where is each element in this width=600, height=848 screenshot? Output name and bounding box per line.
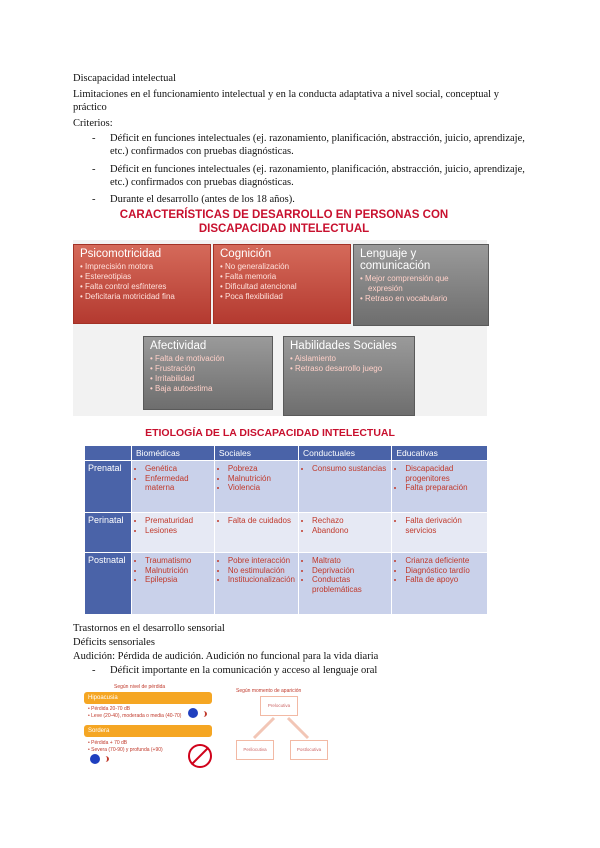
cell-item: • Diagnóstico tardío (405, 566, 484, 576)
table-cell (132, 553, 215, 615)
panel-item: • Estereotipias (80, 272, 132, 281)
hypoacusia-title: Hipoacusia (88, 695, 118, 701)
hypo-item: • Leve (20-40), moderada o media (40-70) (88, 713, 182, 719)
column-header: Biomédicas (132, 446, 215, 461)
panel-item: • Retraso desarrollo juego (290, 364, 383, 373)
table-cell (392, 513, 488, 553)
panel-item: • Dificultad atencional (220, 282, 297, 291)
cell-item: • Enfermedad materna (145, 474, 211, 493)
panel-item: expresión (368, 284, 403, 293)
sound-waves-icon (200, 711, 207, 717)
panel-item: • Falta control esfínteres (80, 282, 167, 291)
panel-item: • Retraso en vocabulario (360, 294, 448, 303)
panel-item: • Frustración (150, 364, 196, 373)
cell-item: • Prematuridad (145, 516, 211, 526)
panel-title: Lenguaje y comunicación (360, 248, 431, 272)
cell-item: • Falta de apoyo (405, 575, 484, 585)
deaf-item: • Pérdida + 70 dB (88, 740, 128, 746)
panel-item: • Falta memoria (220, 272, 277, 281)
panel-title: Psicomotricidad (80, 248, 162, 260)
cell-item: • Discapacidad progenitores (405, 464, 484, 483)
disorders-heading: Trastornos en el desarrollo sensorial (73, 623, 225, 634)
panel-item: • No generalización (220, 262, 290, 271)
sordera-title-box (84, 725, 212, 737)
criteria-label: Criterios: (73, 118, 113, 129)
flow-box-prelocutiva: Prelocutiva (260, 696, 298, 716)
table-row (85, 513, 488, 553)
row-header: Prenatal (85, 461, 132, 513)
panel-item: • Imprecisión motora (80, 262, 154, 271)
cell-item: • Conductas problemáticas (312, 575, 388, 594)
panel-afectividad (143, 336, 273, 410)
table-cell (214, 513, 298, 553)
sordera-title: Sordera (88, 728, 110, 734)
left-header: Según nivel de pérdida (114, 684, 166, 690)
table-row (85, 461, 488, 513)
cell-item: • Violencia (228, 483, 295, 493)
right-header: Según momento de aparición (236, 688, 302, 694)
table-cell (214, 553, 298, 615)
cell-item: • Pobreza (228, 464, 295, 474)
flow-box-perilocutiva: Perilocutiva (236, 740, 274, 760)
etiology-table (84, 445, 488, 615)
table-cell (214, 461, 298, 513)
table-cell (298, 461, 391, 513)
characteristics-title: CARACTERÍSTICAS DE DESARROLLO EN PERSONAS CON DISCAPACIDAD INTELECTUAL (119, 209, 449, 235)
dash-marker: - (92, 665, 96, 676)
column-header: Sociales (214, 446, 298, 461)
cell-item: • Lesiones (145, 526, 211, 536)
hypo-item: • Pérdida 20-70 dB (88, 706, 131, 712)
corner-header (85, 446, 132, 461)
table-cell (298, 553, 391, 615)
cell-item: • Crianza deficiente (405, 556, 484, 566)
table-cell (298, 513, 391, 553)
panel-item: • Mejor comprensión que (360, 274, 449, 283)
cell-item: • Deprivación (312, 566, 388, 576)
panel-item: • Aislamiento (290, 354, 336, 363)
table-cell (392, 461, 488, 513)
criteria-text: Déficit en funciones intelectuales (ej. razonamiento, planificación, abstracción, juicio, aprendizaje, etc.) confirmados con pruebas diagnósticas. (110, 164, 525, 188)
cell-item: • Malnutrición (145, 566, 211, 576)
table-cell (132, 513, 215, 553)
hearing-text: Audición: Pérdida de audición. Audición no funcional para la vida diaria (73, 651, 379, 662)
cell-item: • Consumo sustancias (312, 464, 388, 474)
panel-item: • Baja autoestima (150, 384, 213, 393)
panel-item: • Poca flexibilidad (220, 292, 283, 301)
cell-item: • No estimulación (228, 566, 295, 576)
row-header: Postnatal (85, 553, 132, 615)
ear-icon (90, 754, 100, 764)
panel-lenguaje (353, 244, 489, 326)
hearing-diagram (84, 684, 414, 776)
cell-item: • Genética (145, 464, 211, 474)
panel-habilidades-sociales (283, 336, 415, 416)
flow-arrows (234, 714, 334, 744)
table-cell (392, 553, 488, 615)
etiology-title: ETIOLOGÍA DE LA DISCAPACIDAD INTELECTUAL (145, 427, 395, 439)
hearing-bullet-text: Déficit importante en la comunicación y acceso al lenguaje oral (110, 665, 378, 676)
panel-cognicion (213, 244, 351, 324)
no-hearing-icon (188, 744, 212, 768)
criteria-text: Déficit en funciones intelectuales (ej. razonamiento, planificación, abstracción, juicio, aprendizaje, etc.) confirmados con pruebas diagnósticas. (110, 133, 525, 157)
dash-marker: - (92, 194, 96, 205)
cell-item: • Traumatismo (145, 556, 211, 566)
cell-item: • Abandono (312, 526, 388, 536)
sound-waves-icon (102, 756, 109, 762)
cell-item: • Malnutrición (228, 474, 295, 484)
dash-marker: - (92, 133, 96, 144)
cell-item: • Epilepsia (145, 575, 211, 585)
cell-item: • Institucionalización (228, 575, 295, 585)
column-header: Conductuales (298, 446, 391, 461)
cell-item: • Rechazo (312, 516, 388, 526)
section-heading: Discapacidad intelectual (73, 73, 176, 84)
ear-icon (188, 708, 198, 718)
cell-item: • Falta derivación servicios (405, 516, 484, 535)
cell-item: • Falta de cuidados (228, 516, 295, 526)
panel-psicomotricidad (73, 244, 211, 324)
cell-item: • Pobre interacción (228, 556, 295, 566)
panel-title: Afectividad (150, 340, 207, 352)
deficits-heading: Déficits sensoriales (73, 637, 155, 648)
deaf-item: • Severa (70-90) y profunda (+90) (88, 747, 163, 753)
cell-item: • Falta preparación (405, 483, 484, 493)
cell-item: • Maltrato (312, 556, 388, 566)
dash-marker: - (92, 164, 96, 175)
table-cell (132, 461, 215, 513)
panel-title: Habilidades Sociales (290, 340, 397, 352)
panel-item: • Irritabilidad (150, 374, 195, 383)
row-header: Perinatal (85, 513, 132, 553)
panel-title: Cognición (220, 248, 272, 260)
criteria-text: Durante el desarrollo (antes de los 18 años). (110, 194, 295, 205)
table-row (85, 553, 488, 615)
column-header: Educativas (392, 446, 488, 461)
panel-item: • Falta de motivación (150, 354, 225, 363)
panel-item: • Deficitaria motricidad fina (80, 292, 175, 301)
definition-text: Limitaciones en el funcionamiento intelectual y en la conducta adaptativa a nivel social, conceptual y práctico (73, 89, 499, 113)
hypoacusia-title-box (84, 692, 212, 704)
flow-box-postlocutiva: Postlocutiva (290, 740, 328, 760)
